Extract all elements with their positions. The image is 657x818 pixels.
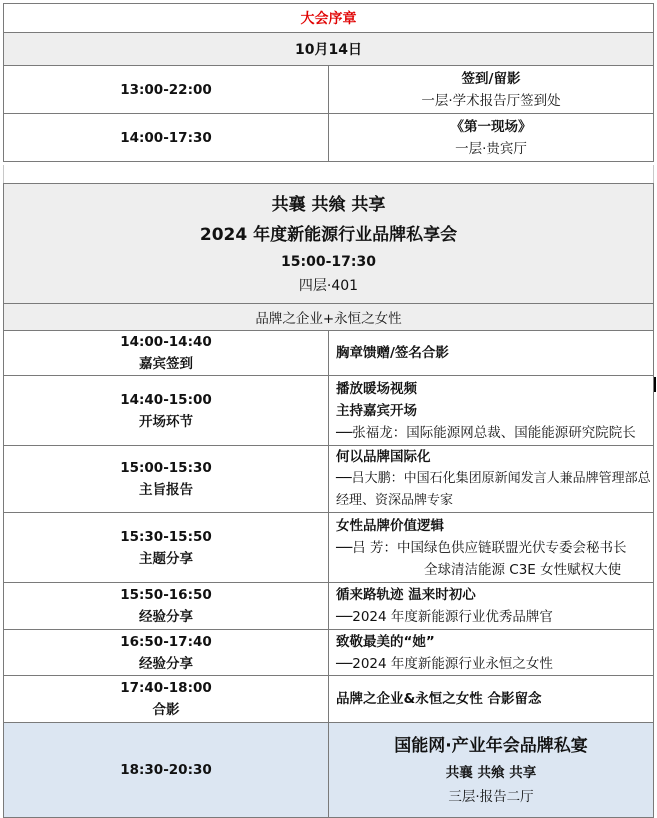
agenda-row — [4, 676, 654, 723]
agenda-speaker: ──2024 年度新能源行业永恒之女性 — [336, 655, 553, 672]
opening-row — [4, 66, 654, 114]
opening-row-time: 13:00-22:00 — [4, 66, 329, 114]
opening-row-place: 一层·贵宾厅 — [455, 140, 527, 157]
agenda-label: 经验分享 — [139, 609, 193, 625]
opening-row-title: 签到/留影 — [461, 70, 521, 87]
edge-mark — [654, 377, 656, 392]
opening-title: 大会序章 — [4, 4, 654, 33]
salon-place: 四层·401 — [298, 277, 359, 294]
agenda-time: 14:40-15:00 — [120, 391, 212, 408]
banquet-place: 三层·报告二厅 — [448, 789, 534, 805]
agenda-item-title: 何以品牌国际化 — [336, 449, 431, 465]
agenda-item-title: 品牌之企业&永恒之女性 合影留念 — [336, 691, 542, 707]
agenda-row — [4, 376, 654, 446]
agenda-time: 14:00-14:40 — [120, 334, 212, 350]
agenda-row — [4, 513, 654, 583]
agenda-speaker: ──2024 年度新能源行业优秀品牌官 — [336, 609, 553, 625]
agenda-time: 17:40-18:00 — [120, 680, 212, 696]
agenda-item-title: 女性品牌价值逻辑 — [336, 517, 444, 534]
banquet-time: 18:30-20:30 — [4, 723, 329, 818]
agenda-speaker-title: 全球清洁能源 C3E 女性赋权大使 — [424, 561, 622, 578]
opening-table — [3, 3, 654, 162]
agenda-speaker: ──吕 芳：中国绿色供应链联盟光伏专委会秘书长 — [336, 539, 627, 556]
agenda-item-title: 播放暖场视频 — [336, 380, 417, 397]
agenda-label: 嘉宾签到 — [139, 356, 193, 372]
salon-theme: 品牌之企业+永恒之女性 — [4, 304, 654, 331]
agenda-speaker: ──吕大鹏：中国石化集团原新闻发言人兼品牌管理部总经理、资深品牌专家 — [336, 471, 651, 508]
agenda-time: 15:50-16:50 — [120, 587, 212, 603]
salon-slogan: 共襄 共飨 共享 — [271, 194, 386, 215]
agenda-time: 15:00-15:30 — [120, 460, 212, 476]
agenda-label: 经验分享 — [139, 655, 193, 672]
agenda-row — [4, 630, 654, 676]
agenda-item-title: 胸章馈赠/签名合影 — [336, 345, 449, 361]
opening-row-time: 14:00-17:30 — [4, 114, 329, 162]
agenda-label: 开场环节 — [139, 413, 193, 430]
agenda-label: 合影 — [152, 702, 180, 718]
salon-title: 2024 年度新能源行业品牌私享会 — [199, 224, 458, 245]
opening-row-title: 《第一现场》 — [450, 118, 532, 135]
salon-time: 15:00-17:30 — [281, 253, 376, 270]
section-gap — [3, 165, 654, 183]
agenda-label: 主旨报告 — [139, 482, 193, 498]
agenda-item-title: 致敬最美的“她” — [336, 633, 435, 650]
agenda-label: 主题分享 — [139, 550, 193, 567]
agenda-time: 16:50-17:40 — [120, 633, 212, 650]
agenda-speaker: ──张福龙：国际能源网总裁、国能能源研究院院长 — [336, 424, 636, 441]
agenda-item-title: 循来路轨迹 温来时初心 — [336, 587, 476, 603]
opening-date: 10月14日 — [4, 33, 654, 66]
banquet-title: 国能网·产业年会品牌私宴 — [394, 736, 588, 756]
opening-row — [4, 114, 654, 162]
banquet-row — [4, 723, 654, 818]
opening-row-place: 一层·学术报告厅签到处 — [421, 92, 561, 109]
agenda-row — [4, 583, 654, 630]
salon-header — [4, 184, 654, 304]
banquet-slogan: 共襄 共飨 共享 — [445, 765, 537, 781]
agenda-time: 15:30-15:50 — [120, 528, 212, 545]
salon-table — [3, 183, 654, 818]
agenda-item-title: 主持嘉宾开场 — [336, 402, 417, 419]
agenda-row — [4, 331, 654, 376]
agenda-row — [4, 446, 654, 513]
